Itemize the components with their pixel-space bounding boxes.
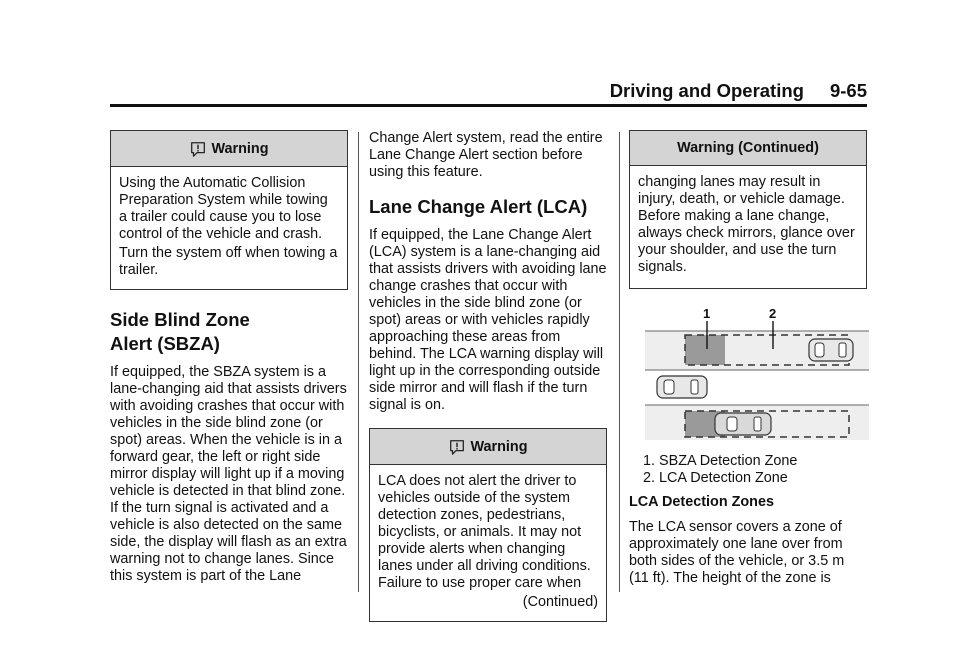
warning-title: Warning bbox=[470, 438, 528, 455]
adjacent-vehicle-icon bbox=[715, 413, 771, 435]
column-3 bbox=[629, 130, 867, 289]
column-3-lower bbox=[629, 453, 867, 587]
column-divider-1 bbox=[358, 132, 359, 592]
legend-item: 1. SBZA Detection Zone bbox=[643, 453, 798, 469]
lca-paragraph: If equipped, the Lane Change Alert (LCA) system is a lane-changing aid that assists drivers with avoiding lane change crashes that occur with vehicles in the side blind zone (or spot) areas or with vehicles rapidly approaching these areas from behind. The LCA warning display will light up in the corresponding outside side mirror and will flash if the turn signal is on. bbox=[369, 227, 607, 413]
warning-title: Warning bbox=[211, 140, 269, 157]
warning-text: changing lanes may result in injury, death, or vehicle damage. Before making a lane change, always check mirrors, glance over your shoulder, and use the turn signals. bbox=[638, 174, 855, 275]
callout-label-2: 2 bbox=[769, 306, 777, 321]
warning-body bbox=[111, 167, 347, 289]
warning-body bbox=[370, 465, 606, 621]
warning-header bbox=[111, 131, 347, 167]
section-heading-sbza bbox=[110, 308, 348, 356]
page-header bbox=[580, 80, 867, 102]
warning-header bbox=[630, 131, 866, 166]
section-heading-lca: Lane Change Alert (LCA) bbox=[369, 196, 588, 217]
continued-paragraph: Change Alert system, read the entire Lane Change Alert section before using this feature. bbox=[369, 130, 603, 180]
header-rule bbox=[110, 104, 867, 107]
sbza-paragraph: If equipped, the SBZA system is a lane-changing aid that assists drivers with avoiding crashes that occur with vehicles in the side blind zone (or spot) areas. When the vehicle is in a forward gear, the left or right side mirror display will light up if a moving vehicle is detected in that blind zone. If the turn signal is activated and a vehicle is also detected on the same side, the display will flash as an extra warning not to change lanes. Since this system is part of the Lane bbox=[110, 364, 347, 584]
warning-text: Turn the system off when towing a trailer. bbox=[119, 245, 338, 278]
page-number: 9-65 bbox=[829, 80, 867, 101]
warning-icon bbox=[448, 438, 466, 456]
warning-box-lca bbox=[369, 428, 607, 622]
warning-text: LCA does not alert the driver to vehicles outside of the system detection zones, pedestrians, bicyclists, or animals. It may not provide alerts when changing lanes under all driving conditions. Failure to use proper care when bbox=[378, 473, 591, 591]
host-vehicle-icon bbox=[657, 376, 707, 398]
approaching-vehicle-icon bbox=[809, 339, 853, 361]
column-1 bbox=[110, 130, 348, 585]
column-divider-2 bbox=[619, 132, 620, 592]
warning-title: Warning (Continued) bbox=[677, 140, 819, 156]
column-2 bbox=[369, 130, 607, 622]
callout-label-1: 1 bbox=[703, 306, 711, 321]
section-title: Driving and Operating bbox=[609, 80, 804, 101]
warning-header bbox=[370, 429, 606, 465]
warning-body bbox=[630, 166, 866, 288]
warning-box-continued bbox=[629, 130, 867, 289]
legend-item: 2. LCA Detection Zone bbox=[643, 470, 788, 486]
continued-label: (Continued) bbox=[522, 594, 598, 610]
warning-text: Using the Automatic Collision Preparation System while towing a trailer could cause you to lose control of the vehicle and crash. bbox=[119, 175, 328, 242]
heading-line: Alert (SBZA) bbox=[110, 333, 220, 354]
lca-zones-paragraph: The LCA sensor covers a zone of approximately one lane over from both sides of the vehicle, or 3.5 m (11 ft). The height of the zone is bbox=[629, 519, 845, 586]
lca-zones-subheading: LCA Detection Zones bbox=[629, 494, 774, 510]
warning-icon bbox=[189, 140, 207, 158]
heading-line: Side Blind Zone bbox=[110, 309, 250, 330]
sbza-zone bbox=[685, 335, 725, 365]
warning-box-towing bbox=[110, 130, 348, 290]
diagram-legend bbox=[629, 453, 867, 487]
detection-zone-diagram bbox=[645, 305, 869, 440]
